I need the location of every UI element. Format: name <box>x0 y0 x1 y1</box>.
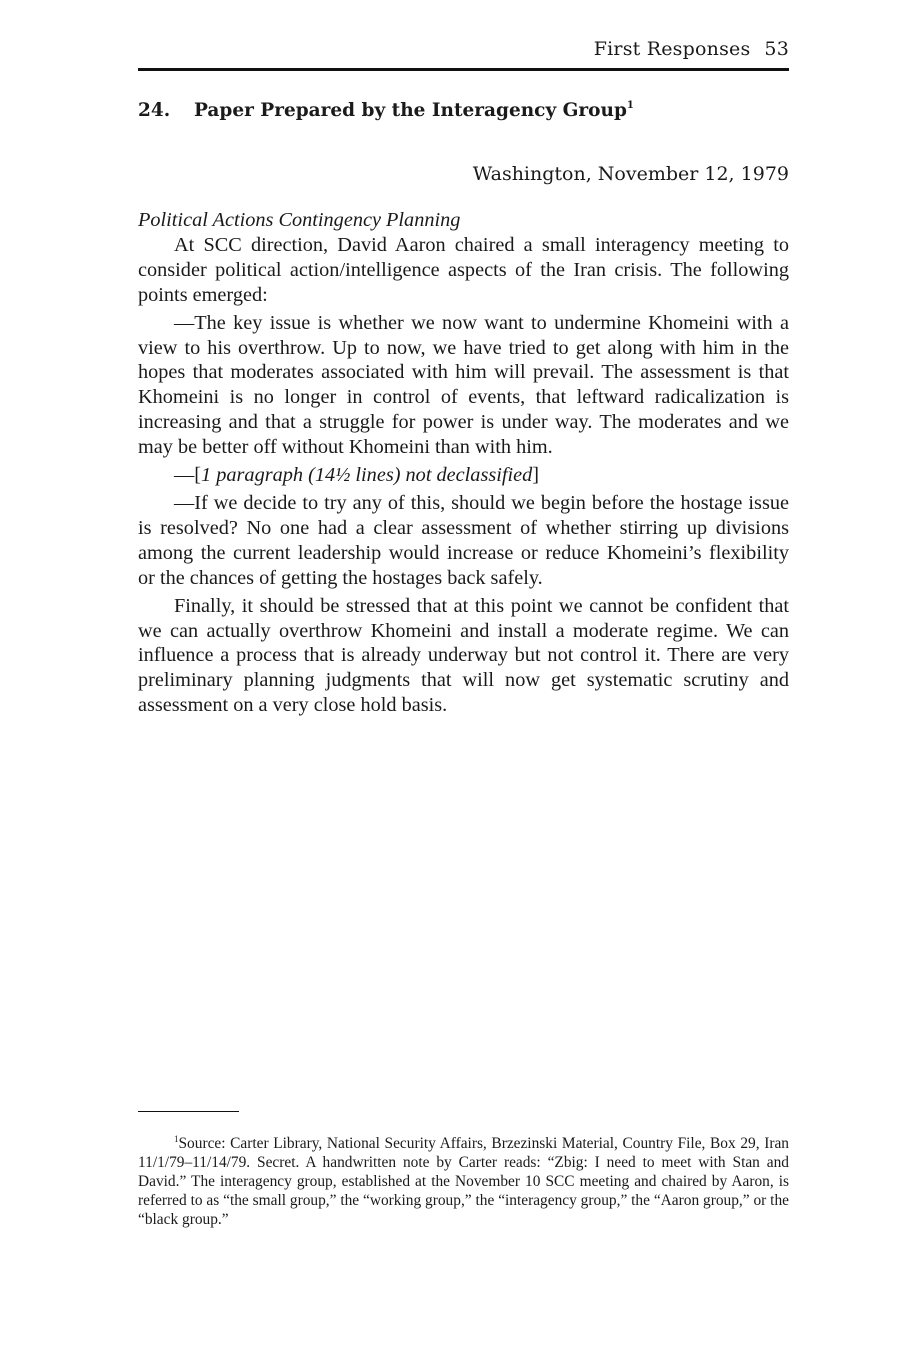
footnote <box>138 1130 789 1229</box>
footnote-rule <box>138 1111 239 1112</box>
footnote-reference: 1 <box>626 100 634 111</box>
dateline: Washington, November 12, 1979 <box>472 163 789 185</box>
footnote-marker: 1 <box>174 1134 179 1144</box>
document-number: 24. <box>138 100 171 121</box>
running-header-title: First Responses <box>593 38 751 60</box>
paragraph-hostage-question: —If we decide to try any of this, should we begin before the hostage issue is resolved? No one had a clear assessment of whether stirring up divisions among the current leadership would increase or reduce Khomeini’s flexibility or the chances of getting the hostages back safely. <box>138 491 789 589</box>
header-rule <box>138 68 789 71</box>
redaction-open: —[ <box>174 464 202 487</box>
redaction-text: 1 paragraph (14½ lines) not declassified <box>201 464 533 487</box>
page-number: 53 <box>764 38 789 60</box>
body-text <box>138 208 789 718</box>
redaction-close: ] <box>532 464 540 487</box>
section-title: Political Actions Contingency Planning <box>138 209 461 231</box>
footnote-text: Source: Carter Library, National Security Affairs, Brzezinski Material, Country File, Box 29, Iran 11/1/79–11/14/79. Secret. A handwritten note by Carter reads: “Zbig: I need to meet with Stan and David.” The interagency group, established at the November 10 SCC meeting and chaired by Aaron, is referred to as “the small group,” the “working group,” the “interagency group,” the “Aaron group,” or the “black group.” <box>138 1135 789 1228</box>
paragraph-conclusion: Finally, it should be stressed that at this point we cannot be confident that we can actually overthrow Khomeini and install a moderate regime. We can influence a process that is already underway but not control it. There are very preliminary planning judgments that will now get systematic scrutiny and assessment on a very close hold basis. <box>138 594 789 717</box>
document-page <box>138 0 789 1351</box>
running-header <box>594 38 789 60</box>
redaction-note <box>138 463 789 488</box>
paragraph-key-issue: —The key issue is whether we now want to undermine Khomeini with a view to his overthrow. Up to now, we have tried to get along with him in the hopes that moderates associated with him will prevail. The assessment is that Khomeini is no longer in control of events, that leftward radicalization is increasing and that a struggle for power is under way. The moderates and we may be better off without Khomeini than with him. <box>138 311 789 459</box>
document-title: Paper Prepared by the Interagency Group <box>194 100 627 121</box>
paragraph-intro: At SCC direction, David Aaron chaired a small interagency meeting to consider political action/intelligence aspects of the Iran crisis. The following points emerged: <box>138 233 789 306</box>
document-heading <box>138 100 634 121</box>
